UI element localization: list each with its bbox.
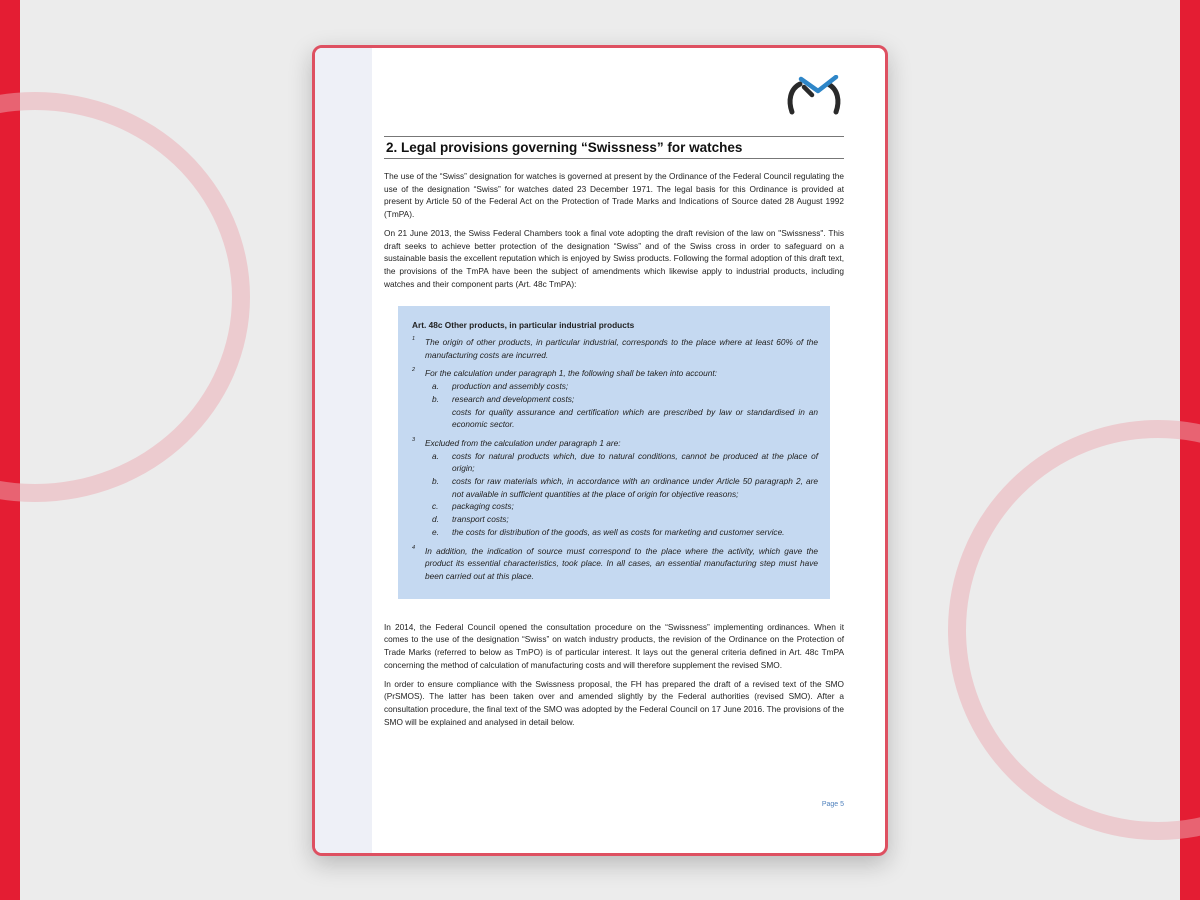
item-label: a. [432,450,439,461]
clause-number: 4 [412,544,416,551]
article-48c-box [398,306,830,598]
clause-text: For the calculation under paragraph 1, the following shall be taken into account: [425,368,717,379]
section-heading: 2. Legal provisions governing “Swissness” for watches [384,136,844,159]
fh-logo-icon [784,75,844,117]
item-label: e. [432,526,439,537]
clause-item [425,526,818,539]
clause-item [425,406,818,431]
item-text: transport costs; [452,514,509,525]
clause-item [425,500,818,513]
clause-item [425,380,818,393]
item-text: research and development costs; [452,393,575,404]
article-clause [412,367,818,431]
clause-item [425,393,818,406]
closing-paragraphs [384,621,844,729]
article-title: Art. 48c Other products, in particular industrial products [412,320,635,331]
clause-text: Excluded from the calculation under paragraph 1 are: [425,437,621,448]
clause-item [425,450,818,475]
item-text: the costs for distribution of the goods, as well as costs for marketing and customer service. [452,526,785,537]
clause-item [425,513,818,526]
item-label: b. [432,393,439,404]
body-paragraph: The use of the “Swiss” designation for watches is governed at present by the Ordinance of the Federal Council regulating the use of the designation “Swiss” for watches dated 23 December 1971. The legal basis for this Ordinance is provided at present by Article 50 of the Federal Act on the Protection of Trade Marks and Indications of Source dated 28 August 1992 (TmPA). [384,171,844,220]
item-label: a. [432,381,439,392]
clause-text: The origin of other products, in particular industrial, corresponds to the place where at least 60% of the manufacturing costs are incurred. [425,337,818,360]
clause-number: 1 [412,336,416,343]
item-text: production and assembly costs; [452,381,569,392]
body-paragraph: In 2014, the Federal Council opened the consultation procedure on the “Swissness” implementing ordinances. When it comes to the use of the designation “Swiss” on watch industry products, the revision of the Ordinance on the Protection of Trade Marks (referred to below as TmPO) is of particular interest. It lays out the general criteria defined in Art. 48c TmPA concerning the method of calculation of manufacturing costs and will therefore supplement the revised SMO. [384,621,844,670]
document-page [312,45,888,856]
item-text: costs for quality assurance and certification which are prescribed by law or standardised in an economic sector. [452,406,818,430]
item-label: d. [432,514,439,525]
item-label: c. [432,501,439,512]
clause-item-list [425,450,818,539]
decorative-ring-left [0,92,250,502]
page-content [384,136,844,734]
item-text: costs for raw materials which, in accordance with an ordinance under Article 50 paragraph 2, are not available in sufficient quantities at the place of origin for objective reasons; [452,476,818,499]
clause-number: 2 [412,367,416,374]
clause-text: In addition, the indication of source must correspond to the place where the activity, which gave the product its essential characteristics, took place. In all cases, an essential manufacturing step must have been carried out at this place. [425,545,818,581]
body-paragraph: On 21 June 2013, the Swiss Federal Chambers took a final vote adopting the draft revision of the law on "Swissness". This draft seeks to achieve better protection of the designation “Swiss” and of the Swiss cross in order to safeguard on a sustainable basis the excellent reputation which is enjoyed by Swiss products. Following the formal adoption of this draft text, the provisions of the TmPA have been the subject of amendments which likewise apply to industrial products, including watches and their component parts (Art. 48c TmPA): [384,227,844,289]
clause-item [425,475,818,500]
page-side-band [315,48,372,853]
intro-paragraphs [384,170,844,290]
body-paragraph: In order to ensure compliance with the Swissness proposal, the FH has prepared the draft of a revised text of the SMO (PrSMOS). The latter has been taken over and amended slightly by the Federal authorities (revised SMO). After a consultation procedure, the final text of the SMO was adopted by the Federal Council on 17 June 2016. The provisions of the SMO will be explained and analysed in detail below. [384,678,844,727]
article-clauses [412,336,818,583]
item-label: b. [432,476,439,487]
item-text: packaging costs; [452,501,514,512]
decorative-ring-right [948,420,1200,840]
item-text: costs for natural products which, due to natural conditions, cannot be produced at the place of origin; [452,450,818,474]
clause-item-list [425,380,818,431]
article-clause [412,336,818,361]
clause-number: 3 [412,436,416,443]
article-clause [412,437,818,539]
page-number: Page 5 [821,801,844,808]
article-clause [412,545,818,583]
